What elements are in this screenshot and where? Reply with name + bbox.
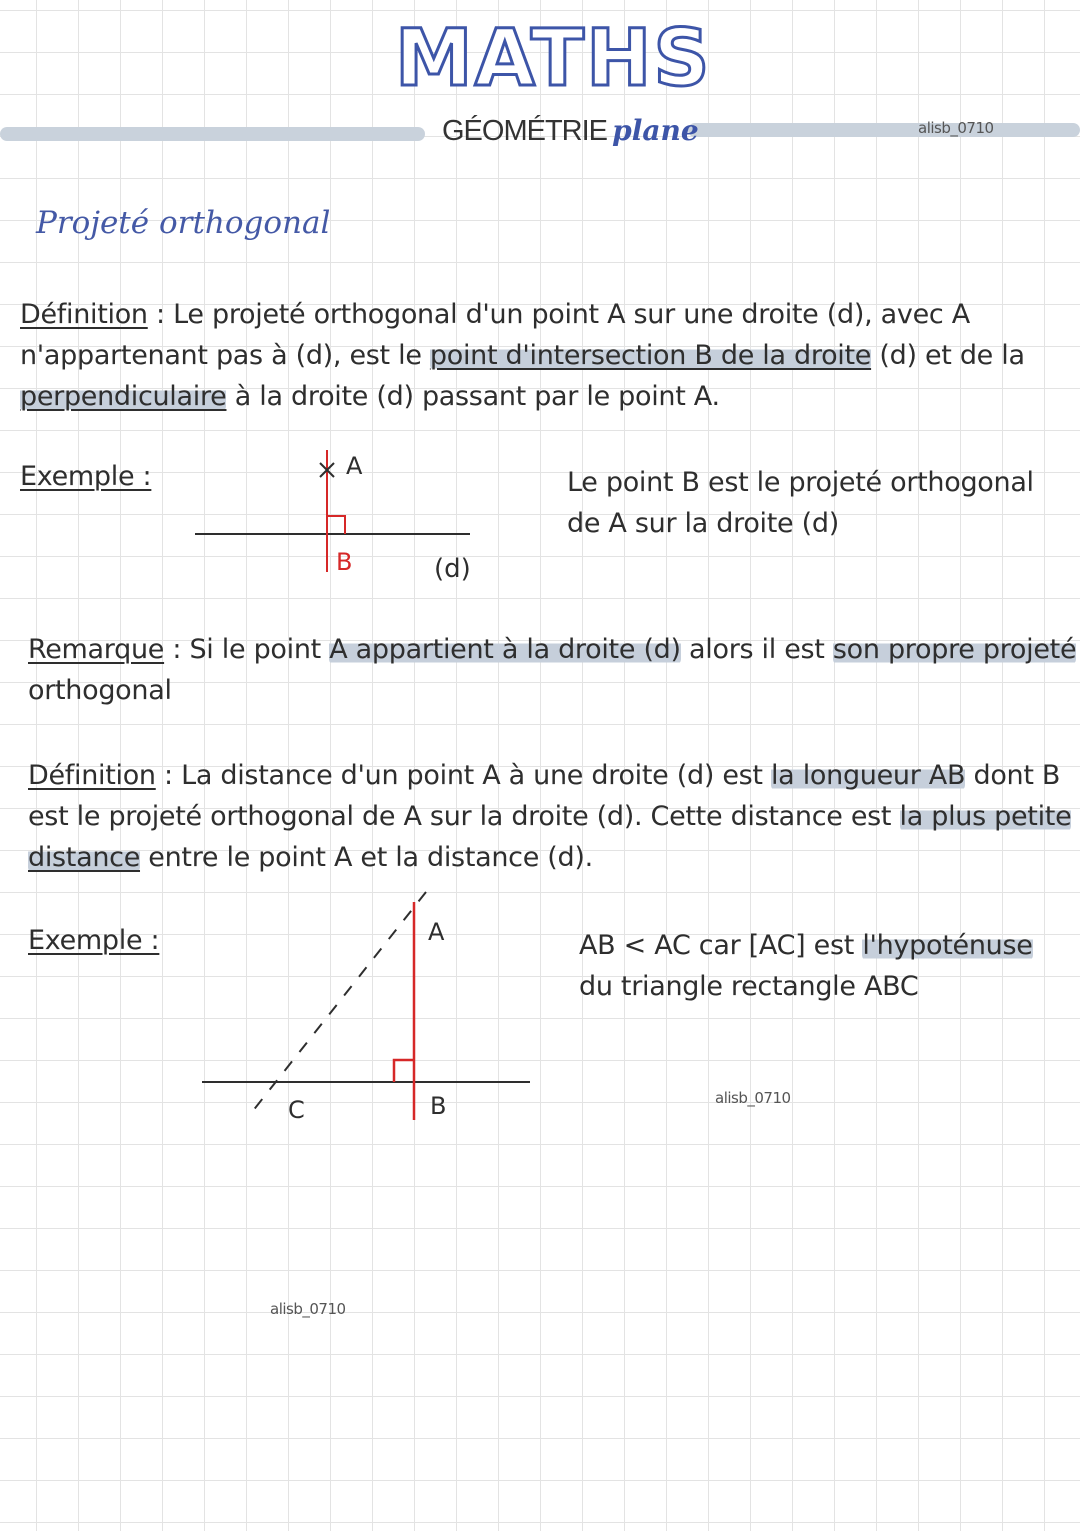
remark-sep: : [164,634,190,665]
example1-label: Exemple : [20,461,152,492]
def1-highlight-intersection: point d'intersection B de la droite [429,340,872,371]
label-c: C [288,1096,305,1124]
remark [28,629,1077,711]
section-heading: Projeté orthogonal [36,205,331,241]
header-watermark: alisb_0710 [918,119,994,137]
header-bar-left [0,127,425,141]
def2-line-1 [28,755,1068,796]
def2-line-2 [28,796,1072,837]
page-title-text: MATHS [395,14,712,104]
page-title [395,14,712,104]
header-bar-right [688,123,1080,137]
example2-highlight-hypotenuse: l'hypoténuse [862,930,1033,961]
example2-text-1a: AB < AC car [AC] est [579,930,863,961]
def1-text-2c: (d) et de la [871,340,1025,371]
remark-line-1 [28,629,1077,670]
def1-line-2 [20,335,1060,376]
label-b: B [336,548,353,576]
def1-highlight-perpendiculaire: perpendiculaire [20,381,227,412]
remark-highlight-1: A appartient à la droite (d) [329,634,681,665]
def2-sep: : [155,760,182,791]
label-d: (d) [434,554,471,584]
def2-text-1c: dont B [965,760,1061,791]
def2-highlight-longueur: la longueur AB [770,760,966,791]
def1-line-1 [20,294,1060,335]
def2-text-1a: La distance d'un point A à une droite (d) est [181,760,771,791]
page-subtitle [442,114,702,148]
def1-label: Définition [20,299,148,330]
def2-text-2a: est le projeté orthogonal de A sur la droite (d). Cette distance est [28,801,900,832]
right-angle-mark-2 [394,1060,414,1082]
def2-highlight-distance: distance [28,842,141,873]
example1-text-1: Le point B est le projeté orthogonal [567,467,1034,498]
def2-label: Définition [28,760,156,791]
def1-text-3b: à la droite (d) passant par le point A. [226,381,720,412]
example2-line-1 [579,925,1033,966]
example1-figure [180,440,500,590]
example2-explanation [579,925,1033,1007]
segment-ac-dashed [252,892,426,1112]
watermark-mid: alisb_0710 [715,1089,791,1107]
def2-text-3b: entre le point A et la distance (d). [140,842,593,873]
def1-line-3 [20,376,1060,417]
example2-figure [190,880,550,1130]
example1-text-2: de A sur la droite (d) [567,508,839,539]
example2-label: Exemple : [28,925,160,956]
remark-label: Remarque [28,634,165,665]
label-b-2: B [430,1092,447,1120]
def1-sep: : [147,299,174,330]
definition-1 [20,294,1060,417]
def2-line-3 [28,837,1068,878]
remark-line-2: orthogonal [28,675,172,706]
remark-text-a: Si le point [189,634,330,665]
subtitle-script: plane [612,114,699,147]
remark-highlight-2: son propre projeté [832,634,1077,665]
definition-2 [28,755,1072,878]
subtitle-main: GÉOMÉTRIE [442,115,608,147]
label-a: A [346,452,363,480]
watermark-bottom: alisb_0710 [270,1300,346,1318]
example2-text-2: du triangle rectangle ABC [579,971,919,1002]
label-a-2: A [428,918,445,946]
example1-explanation [567,462,1034,544]
right-angle-mark [327,516,345,534]
def2-highlight-plus-petite: la plus petite [899,801,1072,832]
def1-text-1: Le projeté orthogonal d'un point A sur une droite (d), avec A [173,299,970,330]
def1-text-2a: n'appartenant pas à (d), est le [20,340,430,371]
remark-text-c: alors il est [680,634,833,665]
